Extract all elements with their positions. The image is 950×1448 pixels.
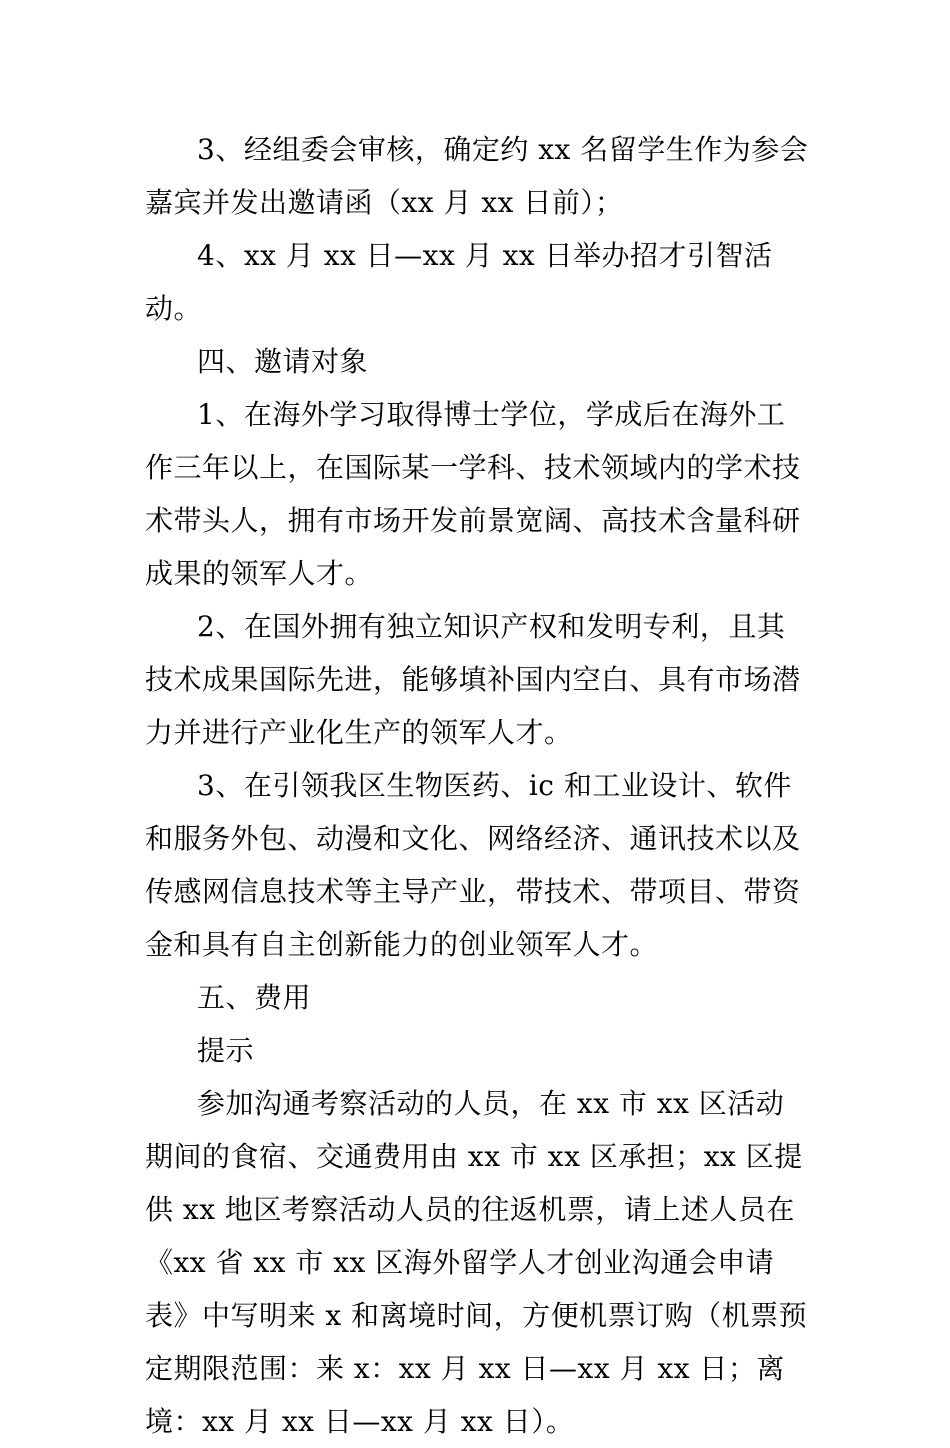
tip-label: 提示 xyxy=(197,1034,255,1067)
paragraph-invitee-2: 2、在国外拥有独立知识产权和发明专利，且其技术成果国际先进，能够填补国内空白、具有市场潜力并进行产业化生产的领军人才。 xyxy=(145,610,801,749)
paragraph-review-invitation: 3、经组委会审核，确定约 xx 名留学生作为参会嘉宾并发出邀请函（xx 月 xx 日前）； xyxy=(145,133,809,219)
paragraph-invitee-1: 1、在海外学习取得博士学位，学成后在海外工作三年以上，在国际某一学科、技术领域内的学术技术带头人，拥有市场开发前景宽阔、高技术含量科研成果的领军人才。 xyxy=(145,398,801,590)
paragraph-invitee-3: 3、在引领我区生物医药、ic 和工业设计、软件和服务外包、动漫和文化、网络经济、通讯技术以及传感网信息技术等主导产业，带技术、带项目、带资金和具有自主创新能力的创业领军人才。 xyxy=(145,769,801,961)
section-heading-invitees: 四、邀请对象 xyxy=(197,345,369,378)
section-heading-expenses: 五、费用 xyxy=(197,981,312,1014)
document-page xyxy=(145,123,810,1448)
paragraph-event-dates: 4、xx 月 xx 日—xx 月 xx 日举办招才引智活动。 xyxy=(145,239,773,325)
paragraph-expenses: 参加沟通考察活动的人员，在 xx 市 xx 区活动期间的食宿、交通费用由 xx 市 xx 区承担；xx 区提供 xx 地区考察活动人员的往返机票，请上述人员在《xx 省 xx 市 xx 区海外留学人才创业沟通会申请表》中写明来 x 和离境时间，方便机票订购（机票预定期限范围：来 x：xx 月 xx 日—xx 月 xx 日；离境：xx 月 xx 日—xx 月 xx 日）。 xyxy=(145,1087,808,1438)
